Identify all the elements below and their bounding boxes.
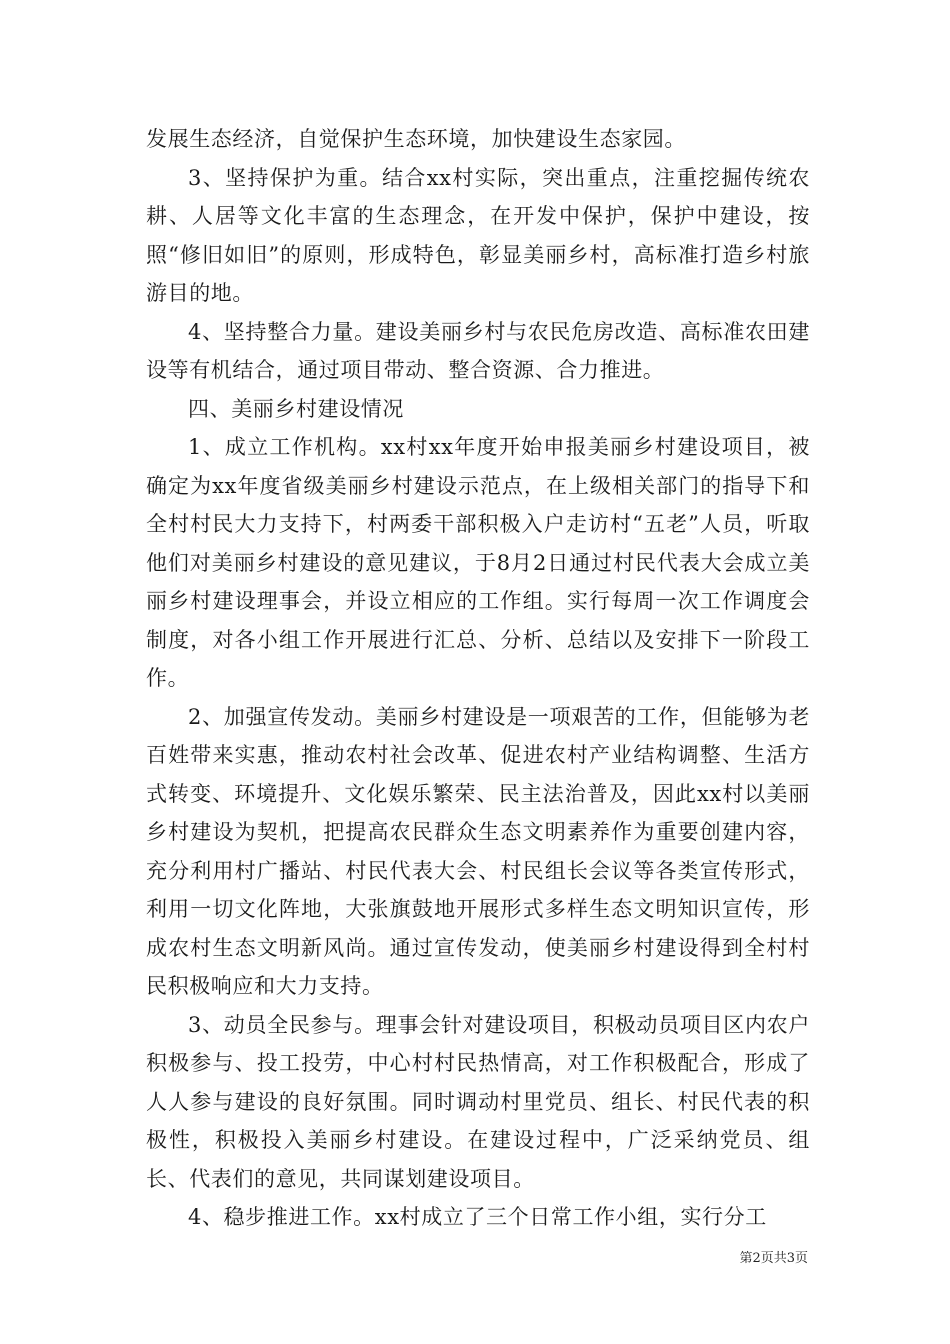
paragraph-7: 3、动员全民参与。理事会针对建设项目，积极动员项目区内农户积极参与、投工投劳，中心村村民热情高，对工作积极配合，形成了人人参与建设的良好氛围。同时调动村里党员、组长、村民代表的积极性，积极投入美丽乡村建设。在建设过程中，广泛采纳党员、组长、代表们的意见，共同谋划建设项目。 [146,1012,810,1191]
document-body [146,120,810,1237]
paragraph-8: 4、稳步推进工作。xx村成立了三个日常工作小组，实行分工 [188,1205,767,1229]
paragraph-1: 发展生态经济，自觉保护生态环境，加快建设生态家园。 [146,127,686,151]
paragraph-2: 3、坚持保护为重。结合xx村实际，突出重点，注重挖掘传统农耕、人居等文化丰富的生态理念，在开发中保护，保护中建设，按照“修旧如旧”的原则，形成特色，彰显美丽乡村，高标准打造乡村旅游目的地。 [146,165,810,305]
page-number: 第2页共3页 [739,1251,808,1266]
section-heading: 四、美丽乡村建设情况 [188,396,404,421]
paragraph-6: 2、加强宣传发动。美丽乡村建设是一项艰苦的工作，但能够为老百姓带来实惠，推动农村社会改革、促进农村产业结构调整、生活方式转变、环境提升、文化娱乐繁荣、民主法治普及，因此xx村以美丽乡村建设为契机，把提高农民群众生态文明素养作为重要创建内容，充分利用村广播站、村民代表大会、村民组长会议等各类宣传形式，利用一切文化阵地，大张旗鼓地开展形式多样生态文明知识宣传，形成农村生态文明新风尚。通过宣传发动，使美丽乡村建设得到全村村民积极响应和大力支持。 [146,704,810,998]
paragraph-3: 4、坚持整合力量。建设美丽乡村与农民危房改造、高标准农田建设等有机结合，通过项目带动、整合资源、合力推进。 [146,319,810,382]
paragraph-5: 1、成立工作机构。xx村xx年度开始申报美丽乡村建设项目，被确定为xx年度省级美丽乡村建设示范点，在上级相关部门的指导下和全村村民大力支持下，村两委干部积极入户走访村“五老”人员，听取他们对美丽乡村建设的意见建议，于8月2日通过村民代表大会成立美丽乡村建设理事会，并设立相应的工作组。实行每周一次工作调度会制度，对各小组工作开展进行汇总、分析、总结以及安排下一阶段工作。 [146,435,810,690]
